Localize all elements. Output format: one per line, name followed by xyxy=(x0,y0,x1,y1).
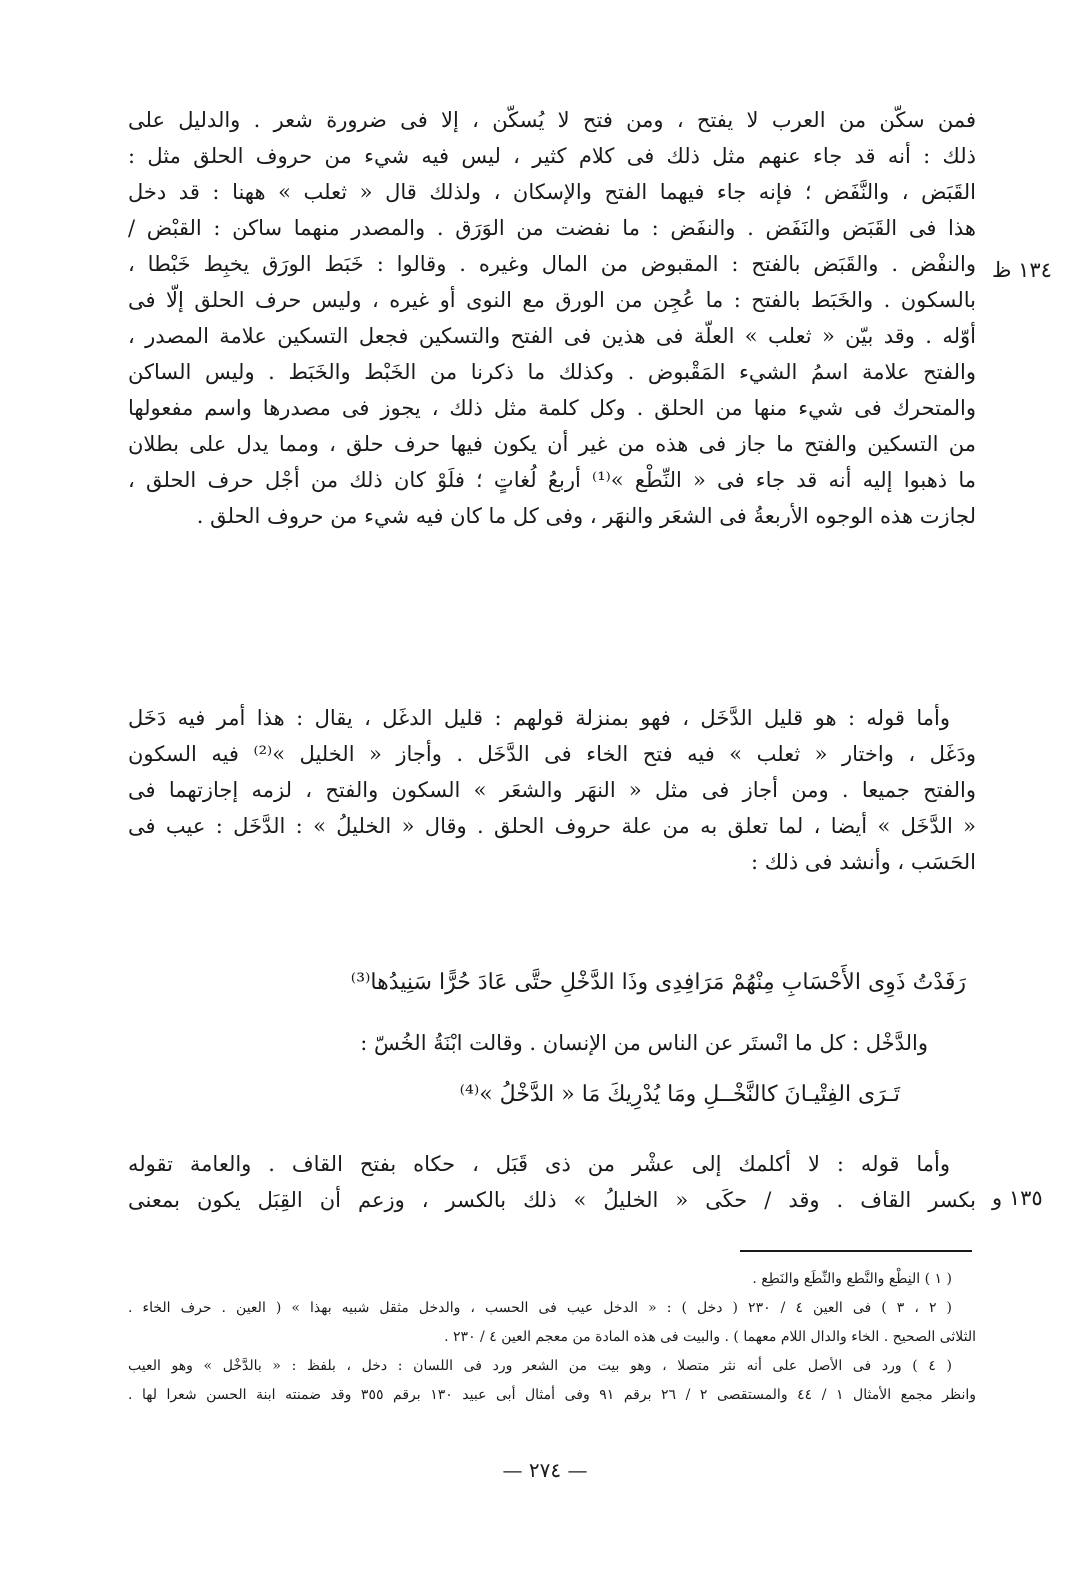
paragraph-1 xyxy=(128,102,976,534)
footnote-4: ( ٤ ) ورد فى الأصل على أنه نثر متصلا ، وهو بيت من الشعر ورد فى اللسان : دخل ، بلفظ : « بالدَّخْل » وهو العيب xyxy=(128,1358,952,1374)
footnote-1: ( ١ ) النِطْع والنَّطع والنِّطَع والنَطِع . xyxy=(752,1271,952,1287)
text-line: أوّله . وقد بيّن « ثعلب » العلّة فى هذين فى الفتح والتسكين فجعل التسكين علامة المصدر ، xyxy=(128,324,976,348)
text-line: وأما قوله : هو قليل الدَّخَل ، فهو بمنزلة قولهم : قليل الدغَل ، يقال : هذا أمر فيه دَخَل xyxy=(128,706,950,730)
text-line: والنفْض . والقَبَض بالفتح : المقبوض من المال وغيره . وقالوا : خَبَط الورَق يخبِط خَبْطا ، xyxy=(128,252,976,276)
poem-verse-1: رَفَدْتُ ذَوِى الأَحْسَابِ مِنْهُمْ مَرَافِدِى وذَا الدَّخْلِ حتَّى عَادَ حُرًّا سَنِيدُها⁽³⁾ xyxy=(350,970,966,995)
text-line: ودَغَل ، واختار « ثعلب » فيه فتح الخاء فى الدَّخَل . وأجاز « الخليل »⁽²⁾ فيه السكون xyxy=(128,742,976,766)
footnote-divider xyxy=(740,1250,972,1252)
paragraph-3 xyxy=(128,1146,976,1218)
folio-marker: ١٣٥ و xyxy=(992,1186,1043,1210)
footnote-4-cont: وانظر مجمع الأمثال ١ / ٤٤ والمستقصى ٢ / ٢٦ برقم ٩١ وفى أمثال أبى عبيد ١٣٠ برقم ٣٥٥ وقد ضمنته ابنة الحسن شعرا لها . xyxy=(128,1387,976,1403)
footnotes xyxy=(128,1265,976,1410)
text-line: ما ذهبوا إليه أنه قد جاء فى « النِّطْع »⁽¹⁾ أربعُ لُغاتٍ ؛ فلَوْ كان ذلك من أجْل حرف الحلق ، xyxy=(128,468,976,492)
text-line: لجازت هذه الوجوه الأربعةُ فى الشعَر والنهَر ، وفى كل ما كان فيه شيء من حروف الحلق . xyxy=(196,504,976,528)
text-line: بالسكون . والخَبَط بالفتح : ما عُجِن من الورق مع النوى أو غيره ، وليس حرف الحلق إلّا فى xyxy=(128,288,976,312)
text-line: والفتح علامة اسمُ الشيء المَقْبوض . وكذلك ما ذكرنا من الخَبْط والخَبَط . وليس الساكن xyxy=(128,360,976,384)
page-number: — ٢٧٤ — xyxy=(502,1458,588,1482)
text-line: القَبَض ، والنَّفَض ؛ فإنه جاء فيهما الفتح والإسكان ، ولذلك قال « ثعلب » ههنا : قد دخل xyxy=(128,180,976,204)
text-line: ذلك : أنه قد جاء عنهم مثل ذلك فى كلام كثير ، ليس فيه شيء من حروف الحلق مثل : xyxy=(128,144,976,168)
prose-line: والدَّخْل : كل ما انْستَر عن الناس من الإنسان . وقالت ابْنَةُ الخُسّ : xyxy=(360,1031,928,1055)
text-line: وأما قوله : لا أكلمك إلى عشْر من ذى قَبَل ، حكاه بفتح القاف . والعامة تقوله xyxy=(128,1152,950,1176)
text-line: فمن سكّن من العرب لا يفتح ، ومن فتح لا يُسكّن ، إلا فى ضرورة شعر . والدليل على xyxy=(128,108,976,132)
footnote-2: ( ٢ ، ٣ ) فى العين ٤ / ٢٣٠ ( دخل ) : « الدخل عيب فى الحسب ، والدخل مثقل شبيه بهذا » ( العين . حرف الخاء . xyxy=(128,1300,952,1316)
folio-marker: ١٣٤ ظ xyxy=(992,258,1052,282)
text-line: والفتح جميعا . ومن أجاز فى مثل « النهَر والشعَر » السكون والفتح ، لزمه إجازتهما فى xyxy=(128,778,976,802)
text-line: « الدَّخَل » أيضا ، لما تعلق به من علة حروف الحلق . وقال « الخليلُ » : الدَّخَل : عيب فى xyxy=(128,814,976,838)
paragraph-2 xyxy=(128,700,976,880)
text-line: من التسكين والفتح ما جاز فى هذه من غير أن يكون فيها حرف حلق ، ومما يدل على بطلان xyxy=(128,432,976,456)
text-line: بكسر القاف . وقد / حكَى « الخليلُ » ذلك بالكسر ، وزعم أن القِبَل يكون بمعنى xyxy=(128,1188,976,1212)
text-line: والمتحرك فى شيء منها من الحلق . وكل كلمة مثل ذلك ، يجوز فى مصدرها واسم مفعولها xyxy=(128,396,976,420)
text-line: الحَسَب ، وأنشد فى ذلك : xyxy=(751,850,976,874)
poem-verse-2: تَـرَى الفِتْيـانَ كالنَّخْــلِ ومَا يُدْرِيكَ مَا « الدَّخْلُ »⁽⁴⁾ xyxy=(459,1082,900,1107)
footnote-2-cont: الثلاثى الصحيح . الخاء والدال اللام معهما ) . والبيت فى هذه المادة من معجم العين ٤ / ٢٣٠ . xyxy=(444,1329,976,1345)
text-line: هذا فى القَبَض والنَفَض . والنفَض : ما نفضت من الوَرَق . والمصدر منهما ساكن : القبْض / xyxy=(128,216,976,240)
